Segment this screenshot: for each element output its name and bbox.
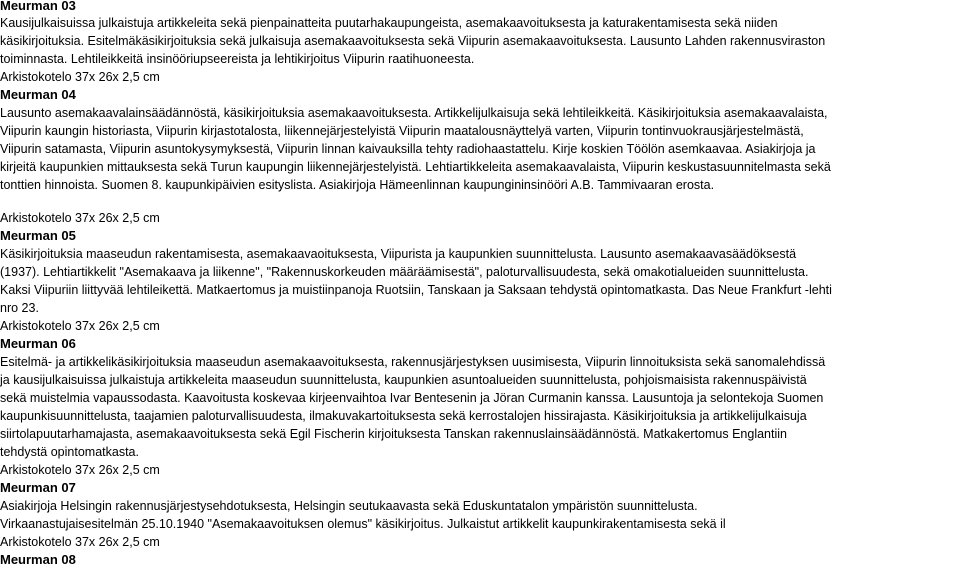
heading-meurman-03: Meurman 03 bbox=[0, 0, 76, 13]
text-line: Lausunto asemakaavalainsäädännöstä, käsikirjoituksia asemakaavoituksesta. Artikkelijulkaisuja sekä lehtileikkeitä. Käsikirjoituksia asemakaavalaista, bbox=[0, 106, 828, 120]
text-line: Käsikirjoituksia maaseudun rakentamisesta, asemakaavaoituksesta, Viipurista ja kaupunkien suunnittelusta. Lausunto asemakaavasäädöksestä bbox=[0, 247, 797, 261]
heading-meurman-06: Meurman 06 bbox=[0, 336, 76, 351]
heading-meurman-04: Meurman 04 bbox=[0, 87, 76, 102]
text-line: siirtolapuutarhamajasta, asemakaavoituksesta sekä Egil Fischerin kirjoituksesta Tanskan rakennuslainsäädännöstä. Matkakertomus Englantiin bbox=[0, 427, 787, 441]
text-line: Virkaanastujaisesitelmän 25.10.1940 "Asemakaavoituksen olemus" käsikirjoitus. Julkaistut artikkelit kaupunkirakentamisesta sekä il bbox=[0, 517, 726, 531]
heading-meurman-08: Meurman 08 bbox=[0, 552, 76, 567]
box-size-line: Arkistokotelo 37x 26x 2,5 cm bbox=[0, 70, 160, 84]
text-line: sekä muistelmia vapaussodasta. Kaavoitusta koskevaa kirjeenvaihtoa Ivar Bentesenin ja Jöran Curmanin kanssa. Lausuntoja ja selontekoja Suomen bbox=[0, 391, 824, 405]
box-size-line: Arkistokotelo 37x 26x 2,5 cm bbox=[0, 319, 160, 333]
heading-meurman-05: Meurman 05 bbox=[0, 228, 76, 243]
box-size-line: Arkistokotelo 37x 26x 2,5 cm bbox=[0, 211, 160, 225]
text-line: Asiakirjoja Helsingin rakennusjärjestysehdotuksesta, Helsingin seutukaavasta sekä Eduskuntatalon ympäristön suunnittelusta. bbox=[0, 499, 698, 513]
text-line: kirjeitä kaupunkien mittauksesta sekä Turun kaupungin liikennejärjestelyistä. Lehtiartikkeleita asemakaavalaista, Viipurin keskustasuunnitelmasta sekä bbox=[0, 160, 831, 174]
text-line: ja kausijulkaisuissa julkaistuja artikkeleita maaseudun suunnittelusta, kaupunkien asuntoalueiden suunnittelusta, pohjoismaisista rakennuspäivistä bbox=[0, 373, 807, 387]
text-line: käsikirjoituksia. Esitelmäkäsikirjoituksia sekä julkaisuja asemakaavoituksesta sekä Viipurin asemakaavoituksesta. Lausunto Lahden rakennusviraston bbox=[0, 34, 826, 48]
box-size-line: Arkistokotelo 37x 26x 2,5 cm bbox=[0, 463, 160, 477]
text-line: Kaksi Viipuriin liittyvää lehtileikettä. Matkaertomus ja muistiinpanoja Ruotsiin, Tanskaan ja Saksaan tehdystä opintomatkasta. Das Neue Frankfurt -lehti bbox=[0, 283, 832, 297]
heading-meurman-07: Meurman 07 bbox=[0, 480, 76, 495]
text-line: tonttien hinnoista. Suomen 8. kaupunkipäivien esityslista. Asiakirjoja Hämeenlinnan kaupungininsinööri A.B. Tammivaaran erosta. bbox=[0, 178, 715, 192]
text-line: kaupunkisuunnittelusta, taajamien paloturvallisuudesta, ilmakuvakartoituksesta sekä kerrostalojen hissirajasta. Käsikirjoituksia ja artikkelijulkaisuja bbox=[0, 409, 807, 423]
text-line: Viipurin kaungin historiasta, Viipurin kirjastotalosta, liikennejärjestelyistä Viipurin maatalousnäyttelyä varten, Viipurin tontinvuokrausjärjestelmästä, bbox=[0, 124, 804, 138]
text-line: toiminnasta. Lehtileikkeitä insinööriupseereista ja lehtikirjoitus Viipurin raatihuoneesta. bbox=[0, 52, 475, 66]
text-line: (1937). Lehtiartikkelit "Asemakaava ja liikenne", "Rakennuskorkeuden määräämisestä", paloturvallisuudesta, sekä omakotialueiden suunnittelusta. bbox=[0, 265, 809, 279]
text-line: nro 23. bbox=[0, 301, 39, 315]
text-line: Esitelmä- ja artikkelikäsikirjoituksia maaseudun asemakaavoituksesta, rakennusjärjestyksen uusimisesta, Viipurin linnoituksista sekä sanomalehdissä bbox=[0, 355, 826, 369]
text-line: Kausijulkaisuissa julkaistuja artikkeleita sekä pienpainatteita puutarhakaupungeista, asemakaavoituksesta ja katurakentamisesta sekä niiden bbox=[0, 16, 778, 30]
box-size-line: Arkistokotelo 37x 26x 2,5 cm bbox=[0, 535, 160, 549]
text-line: tehdystä opintomatkasta. bbox=[0, 445, 139, 459]
text-line: Viipurin satamasta, Viipurin asuntokysymyksestä, Viipurin linnan kaivauksilla tehty radiohaastattelu. Kirje koskien Töölön asemkaavaa. Asiakirjoja ja bbox=[0, 142, 816, 156]
